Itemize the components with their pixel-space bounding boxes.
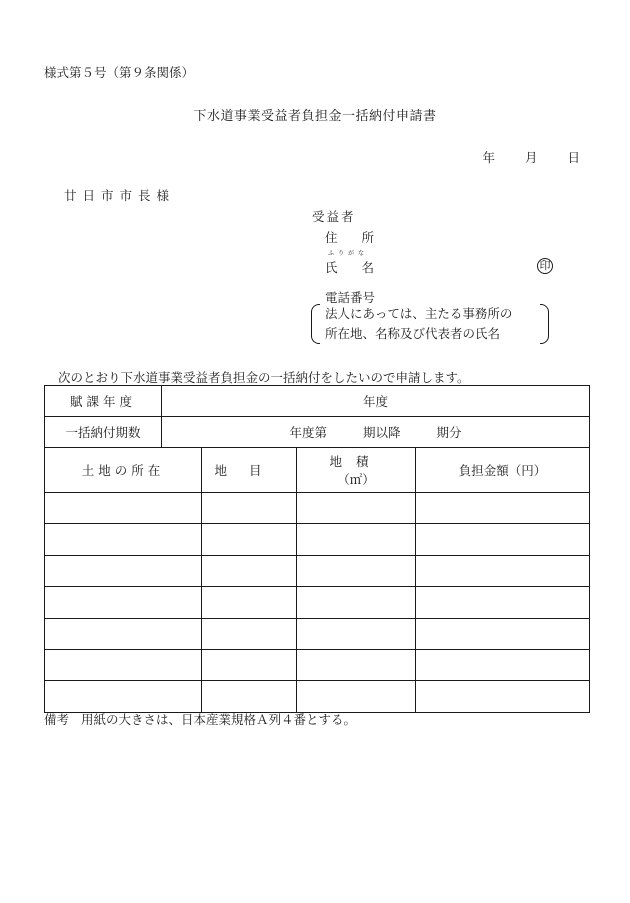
date-month-label: 月 bbox=[524, 150, 538, 165]
location-cell[interactable] bbox=[45, 524, 202, 555]
addressee: 廿日市市長様 bbox=[64, 188, 176, 203]
installment-value[interactable] bbox=[162, 417, 590, 448]
amount-cell[interactable] bbox=[416, 493, 590, 524]
installment-label: 一括納付期数 bbox=[45, 417, 162, 448]
land-category-cell[interactable] bbox=[202, 587, 297, 618]
area-cell[interactable] bbox=[297, 618, 416, 649]
corporation-note-line2: 所在地、名称及び代表者の氏名 bbox=[325, 326, 501, 341]
name-label bbox=[325, 258, 374, 276]
land-category-cell[interactable] bbox=[202, 493, 297, 524]
area-header-text: 地積 bbox=[329, 454, 383, 469]
left-bracket bbox=[311, 304, 320, 344]
amount-header: 負担金額（円） bbox=[416, 448, 590, 493]
remarks-label: 備考 bbox=[44, 712, 70, 727]
address-label-1: 住 bbox=[325, 230, 338, 245]
location-cell[interactable] bbox=[45, 555, 202, 586]
phone-label: 電話番号 bbox=[325, 290, 376, 305]
name-label-1: 氏 bbox=[325, 260, 338, 275]
amount-cell[interactable] bbox=[416, 649, 590, 680]
area-cell[interactable] bbox=[297, 649, 416, 680]
date-year-label: 年 bbox=[482, 150, 495, 165]
land-category-cell[interactable] bbox=[202, 555, 297, 586]
area-cell[interactable] bbox=[297, 681, 416, 712]
amount-cell[interactable] bbox=[416, 555, 590, 586]
intro-text: 次のとおり下水道事業受益者負担金の一括納付をしたいので申請します。 bbox=[58, 370, 470, 385]
land-category-header-text: 地目 bbox=[214, 463, 284, 478]
fiscal-year-value[interactable]: 年度 bbox=[162, 386, 590, 417]
land-category-cell[interactable] bbox=[202, 618, 297, 649]
document-title: 下水道事業受益者負担金一括納付申請書 bbox=[193, 109, 437, 124]
location-cell[interactable] bbox=[45, 493, 202, 524]
installment-row bbox=[45, 417, 590, 448]
address-label bbox=[325, 228, 374, 246]
table-row bbox=[45, 493, 590, 524]
seal-mark: 印 bbox=[537, 258, 553, 274]
location-cell[interactable] bbox=[45, 618, 202, 649]
beneficiary-heading: 受益者 bbox=[312, 209, 356, 224]
remarks-text: 用紙の大きさは、日本産業規格Ａ列４番とする。 bbox=[81, 712, 357, 727]
fiscal-year-label: 賦課年度 bbox=[45, 386, 162, 417]
installment-part1: 年度第 bbox=[289, 425, 327, 440]
remarks bbox=[44, 710, 356, 728]
area-cell[interactable] bbox=[297, 587, 416, 618]
area-cell[interactable] bbox=[297, 524, 416, 555]
table-row bbox=[45, 587, 590, 618]
right-bracket bbox=[540, 304, 549, 344]
land-category-header bbox=[202, 448, 297, 493]
area-header bbox=[297, 448, 416, 493]
installment-part3: 期分 bbox=[436, 425, 462, 440]
address-label-2: 所 bbox=[361, 230, 375, 245]
table-row bbox=[45, 649, 590, 680]
amount-cell[interactable] bbox=[416, 681, 590, 712]
area-cell[interactable] bbox=[297, 555, 416, 586]
name-furigana: ふりがな bbox=[328, 250, 369, 257]
area-unit: （㎡） bbox=[337, 472, 375, 487]
application-table bbox=[44, 385, 590, 713]
amount-cell[interactable] bbox=[416, 524, 590, 555]
location-cell[interactable] bbox=[45, 587, 202, 618]
table-row bbox=[45, 618, 590, 649]
area-cell[interactable] bbox=[297, 493, 416, 524]
land-category-cell[interactable] bbox=[202, 681, 297, 712]
corporation-note bbox=[320, 304, 540, 344]
header-row bbox=[45, 448, 590, 493]
land-category-cell[interactable] bbox=[202, 524, 297, 555]
location-cell[interactable] bbox=[45, 681, 202, 712]
table-row bbox=[45, 555, 590, 586]
corporation-note-line1: 法人にあっては、主たる事務所の bbox=[325, 306, 513, 321]
installment-part2: 期以降 bbox=[363, 425, 401, 440]
table-row bbox=[45, 681, 590, 712]
date-line bbox=[482, 148, 580, 166]
amount-cell[interactable] bbox=[416, 587, 590, 618]
location-cell[interactable] bbox=[45, 649, 202, 680]
date-day-label: 日 bbox=[567, 150, 580, 165]
table-row bbox=[45, 524, 590, 555]
form-number: 様式第５号（第９条関係） bbox=[44, 65, 195, 80]
fiscal-year-row bbox=[45, 386, 590, 417]
land-category-cell[interactable] bbox=[202, 649, 297, 680]
location-header: 土地の所在 bbox=[45, 448, 202, 493]
amount-cell[interactable] bbox=[416, 618, 590, 649]
name-label-2: 名 bbox=[361, 260, 375, 275]
